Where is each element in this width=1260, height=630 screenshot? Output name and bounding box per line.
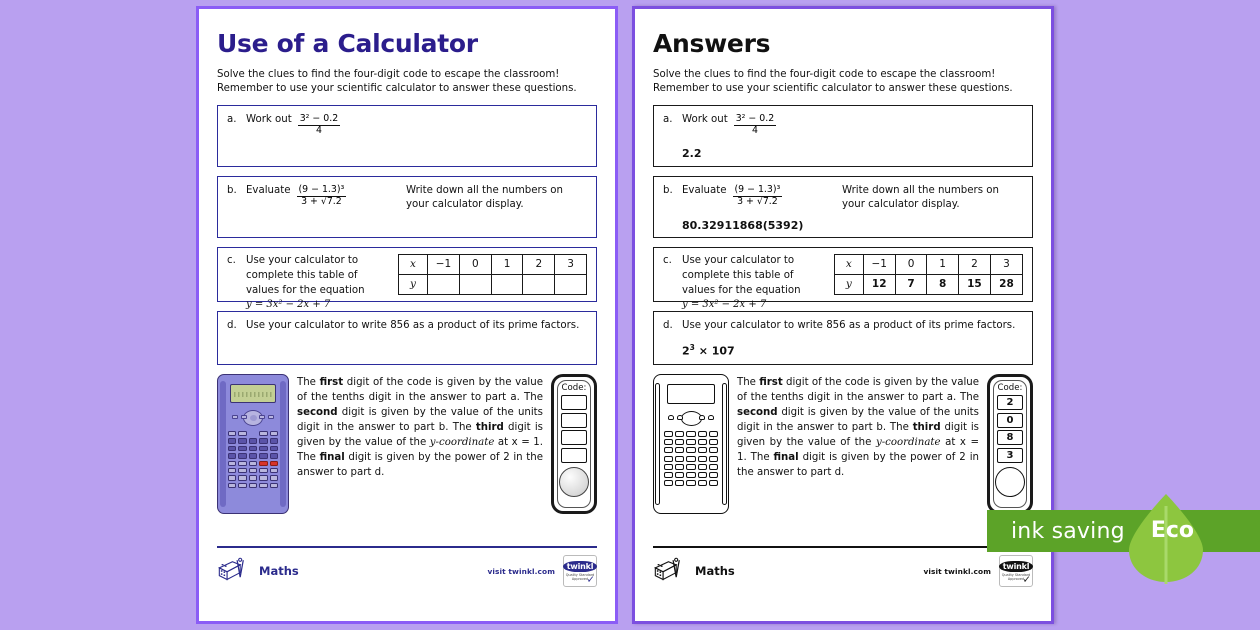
cell-x-4: 3 — [990, 254, 1022, 274]
clue-section — [217, 374, 597, 514]
footer-divider — [653, 546, 1033, 548]
values-table-filled — [834, 254, 1023, 295]
badge-subtext: Quality Standard Approved — [565, 572, 595, 581]
lock-digit-1[interactable] — [561, 395, 587, 410]
clue-bold-third: third — [912, 421, 941, 433]
answer-c-label: c. — [663, 254, 672, 266]
cell-y-header: y — [835, 274, 864, 294]
cell-y-3[interactable] — [523, 274, 555, 294]
check-icon: ✓ — [586, 572, 595, 587]
cell-x-header: x — [399, 254, 428, 274]
calculator-screen — [667, 384, 715, 404]
answer-d-base: 2 — [682, 345, 690, 359]
values-table-blank[interactable] — [398, 254, 587, 295]
clue-ycoordinate: y-coordinate — [875, 436, 941, 448]
code-lock-filled — [987, 374, 1033, 514]
clue-text — [297, 374, 543, 481]
cell-y-3: 15 — [958, 274, 990, 294]
clue-bold-second: second — [737, 406, 778, 418]
cell-x-0: −1 — [863, 254, 895, 274]
cell-y-4: 28 — [990, 274, 1022, 294]
question-a-fraction — [298, 114, 340, 136]
scientific-calculator-outline-icon — [653, 374, 729, 514]
intro-line-2: Remember to use your scientific calculator to answer these questions. — [217, 83, 577, 95]
clue-bold-first: first — [319, 376, 344, 388]
question-d-label: d. — [227, 319, 237, 331]
answer-d-value — [682, 343, 1023, 358]
question-c-box[interactable] — [217, 247, 597, 311]
answer-b-fraction — [733, 185, 783, 207]
fraction-denominator: 3 + √7.2 — [733, 196, 783, 208]
cell-y-header: y — [399, 274, 428, 294]
cell-y-1: 7 — [895, 274, 927, 294]
twinkl-logo: twinkl — [999, 561, 1034, 572]
cell-x-0: −1 — [427, 254, 459, 274]
answer-c-box — [653, 247, 1033, 311]
table-row-x — [399, 254, 587, 274]
clue-part-4: digit is given by the value of the — [297, 421, 543, 448]
question-a-label: a. — [227, 113, 237, 125]
answer-d-prompt: Use your calculator to write 856 as a product of its prime factors. — [682, 319, 1016, 331]
prompt-line-3: values for the equation — [682, 284, 801, 296]
intro-text — [217, 68, 597, 97]
clue-bold-second: second — [297, 406, 338, 418]
cell-y-2: 8 — [927, 274, 959, 294]
clue-bold-third: third — [475, 421, 504, 433]
fraction-numerator: (9 − 1.3)³ — [734, 183, 781, 195]
clue-part-2: digit of the code is given by the value of the tenths digit in the answer to part a. The — [297, 376, 543, 403]
lock-digit-2: 0 — [997, 413, 1023, 428]
calculator-dpad — [230, 408, 276, 428]
answer-b-box — [653, 176, 1033, 238]
clue-bold-final: final — [319, 451, 345, 463]
intro-line-1: Solve the clues to find the four-digit code to escape the classroom! — [653, 69, 996, 80]
clue-bold-final: final — [773, 451, 799, 463]
cell-y-2[interactable] — [491, 274, 523, 294]
answer-a-box — [653, 105, 1033, 167]
code-lock-blank[interactable] — [551, 374, 597, 514]
clue-part-3: digit is given by the value of the units digit in the answer to part b. The — [297, 406, 543, 433]
footer-visit-link[interactable]: visit twinkl.com — [923, 566, 991, 576]
cell-x-2: 1 — [927, 254, 959, 274]
answer-d-rest: × 107 — [698, 345, 735, 359]
answer-a-value: 2.2 — [682, 147, 702, 161]
table-row-x — [835, 254, 1023, 274]
calculator-keys — [664, 431, 718, 486]
calculator-screen — [230, 384, 276, 403]
ink-saving-eco-badge — [987, 504, 1260, 558]
maths-mascot-icon — [653, 557, 687, 585]
cell-x-1: 0 — [895, 254, 927, 274]
clue-part-3: digit is given by the value of the units digit in the answer to part b. The — [737, 406, 979, 433]
question-a-prompt: Work out — [246, 113, 292, 125]
question-d-prompt: Use your calculator to write 856 as a product of its prime factors. — [246, 319, 580, 331]
table-row-y — [399, 274, 587, 294]
answer-c-equation: y = 3x² − 2x + 7 — [682, 299, 767, 311]
twinkl-badge[interactable] — [999, 555, 1033, 587]
question-b-note: Write down all the numbers on your calculator display. — [406, 184, 563, 211]
intro-line-1: Solve the clues to find the four-digit code to escape the classroom! — [217, 69, 560, 80]
worksheet-page — [196, 6, 618, 624]
fraction-denominator: 3 + √7.2 — [297, 196, 347, 208]
cell-y-0: 12 — [863, 274, 895, 294]
eco-text-left: ink saving — [1011, 519, 1125, 544]
table-row-y — [835, 274, 1023, 294]
maths-mascot-icon — [217, 557, 251, 585]
question-b-label: b. — [227, 184, 237, 196]
answer-c-prompt — [682, 254, 824, 313]
lock-digit-2[interactable] — [561, 413, 587, 428]
question-a-box[interactable] — [217, 105, 597, 167]
calculator-keys — [228, 431, 278, 488]
twinkl-logo: twinkl — [563, 561, 598, 572]
fraction-denominator: 4 — [298, 125, 340, 137]
question-b-fraction — [297, 185, 347, 207]
clue-part-4: digit is given by the value of the — [737, 421, 979, 448]
cell-x-header: x — [835, 254, 864, 274]
answer-a-prompt: Work out — [682, 113, 728, 125]
question-c-prompt — [246, 254, 388, 313]
lock-digit-4[interactable] — [561, 448, 587, 463]
answer-d-box — [653, 311, 1033, 365]
answer-d-exponent: 3 — [689, 343, 695, 353]
fraction-numerator: 3² − 0.2 — [735, 112, 775, 124]
badge-subtext: Quality Standard Approved — [1001, 572, 1031, 581]
prompt-line-1: Use your calculator to — [246, 254, 359, 266]
prompt-line-2: complete this table of — [682, 269, 794, 281]
question-c-label: c. — [227, 254, 236, 266]
lock-caption: Code: — [997, 382, 1023, 393]
footer-divider — [217, 546, 597, 548]
clue-bold-first: first — [759, 376, 783, 388]
clue-part-6: digit is given by the power of 2 in the answer to part d. — [297, 451, 543, 478]
question-c-equation: y = 3x² − 2x + 7 — [246, 299, 331, 311]
lock-digit-4: 3 — [997, 448, 1023, 463]
answer-a-label: a. — [663, 113, 673, 125]
lock-digit-3: 8 — [997, 430, 1023, 445]
answer-a-fraction — [734, 114, 776, 136]
cell-x-3: 2 — [523, 254, 555, 274]
cell-y-1[interactable] — [460, 274, 492, 294]
fraction-denominator: 4 — [734, 125, 776, 137]
calculator-side-left — [220, 381, 226, 507]
scientific-calculator-icon — [217, 374, 289, 514]
clue-part-6: digit is given by the power of 2 in the answer to part d. — [737, 451, 979, 478]
lock-digit-1: 2 — [997, 395, 1023, 410]
answer-d-label: d. — [663, 319, 673, 331]
clue-part-5: at x = 1. The — [297, 436, 544, 463]
question-b-box[interactable] — [217, 176, 597, 238]
page-title: Use of a Calculator — [217, 29, 478, 58]
question-d-box[interactable] — [217, 311, 597, 365]
page-footer — [217, 546, 597, 587]
lock-caption: Code: — [561, 382, 587, 393]
answer-b-note: Write down all the numbers on your calculator display. — [842, 184, 999, 211]
clue-part-1: The — [737, 376, 760, 388]
clue-part-2: digit of the code is given by the value of the tenths digit in the answer to part a. The — [737, 376, 980, 403]
answer-b-label: b. — [663, 184, 673, 196]
prompt-line-3: values for the equation — [246, 284, 365, 296]
calculator-dpad — [667, 410, 715, 428]
footer-subject: Maths — [695, 564, 735, 578]
cell-x-3: 2 — [958, 254, 990, 274]
calculator-side-left — [655, 383, 660, 505]
question-b-prompt: Evaluate — [246, 184, 291, 196]
lock-digit-3[interactable] — [561, 430, 587, 445]
footer-visit-link[interactable]: visit twinkl.com — [487, 566, 555, 576]
calculator-side-right — [280, 381, 286, 507]
cell-x-1: 0 — [460, 254, 492, 274]
answer-b-prompt: Evaluate — [682, 184, 727, 196]
cell-y-0[interactable] — [427, 274, 459, 294]
prompt-line-1: Use your calculator to — [682, 254, 795, 266]
answer-b-value: 80.32911868(5392) — [682, 218, 804, 232]
intro-line-2: Remember to use your scientific calculator to answer these questions. — [653, 83, 1013, 95]
cell-y-4[interactable] — [555, 274, 587, 294]
lock-knob-icon — [995, 467, 1025, 497]
answers-intro-text — [653, 68, 1033, 97]
eco-text-right: Eco — [1150, 518, 1194, 543]
cell-x-4: 3 — [555, 254, 587, 274]
answers-clue-text — [737, 374, 979, 481]
calculator-side-right — [722, 383, 727, 505]
lock-knob-icon[interactable] — [559, 467, 589, 497]
clue-part-5: at x = 1. The — [737, 436, 979, 463]
answers-page-title: Answers — [653, 29, 771, 58]
cell-x-2: 1 — [491, 254, 523, 274]
footer-subject: Maths — [259, 564, 299, 578]
twinkl-badge[interactable] — [563, 555, 597, 587]
prompt-line-2: complete this table of — [246, 269, 358, 281]
answers-clue-section — [653, 374, 1033, 514]
fraction-numerator: (9 − 1.3)³ — [298, 183, 345, 195]
clue-part-1: The — [297, 376, 320, 388]
answers-page-footer — [653, 546, 1033, 587]
fraction-numerator: 3² − 0.2 — [299, 112, 339, 124]
check-icon: ✓ — [1022, 572, 1031, 587]
clue-ycoordinate: y-coordinate — [429, 436, 495, 448]
